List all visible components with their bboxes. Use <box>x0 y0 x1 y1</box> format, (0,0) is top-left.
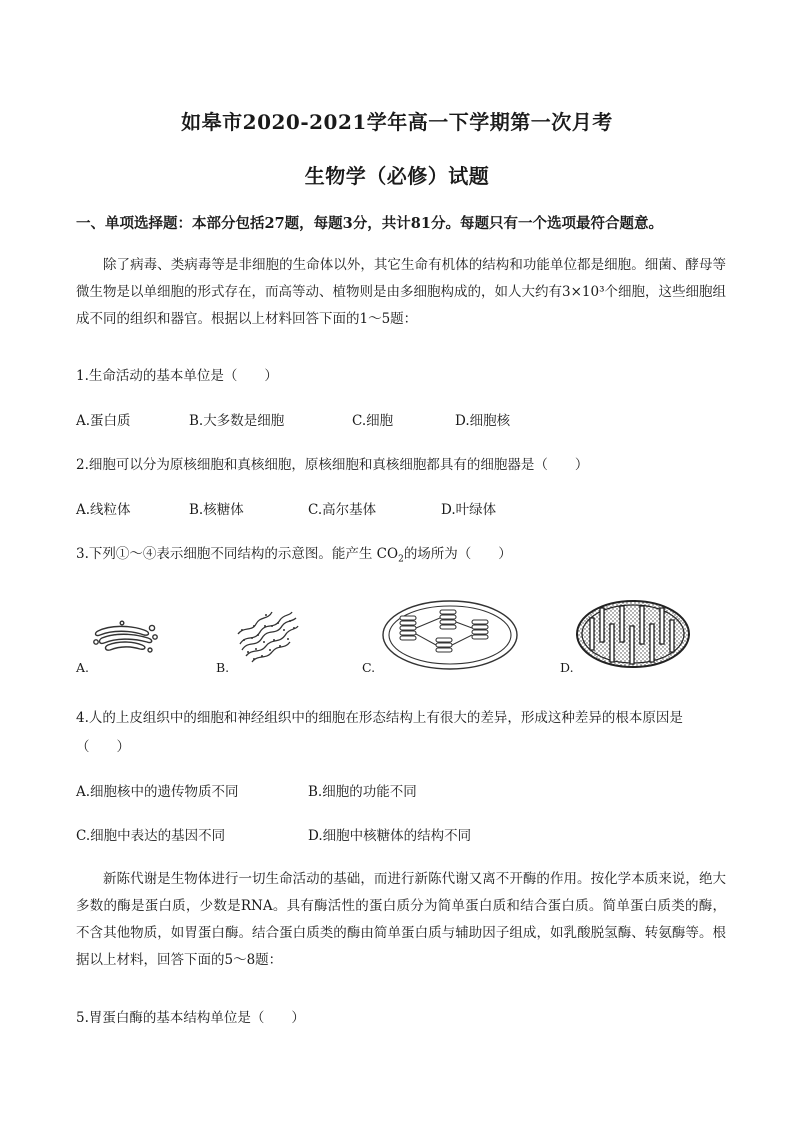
passage-2: 新陈代谢是生物体进行一切生命活动的基础，而进行新陈代谢又离不开酶的作用。按化学本质来说，绝大多数的酶是蛋白质，少数是RNA。具有酶活性的蛋白质分为简单蛋白质和结合蛋白质。简单蛋白质类的酶，不含其他物质，如胃蛋白酶。结合蛋白质类的酶由简单蛋白质与辅助因子组成，如乳酸脱氢酶、转氨酶等。根据以上材料，回答下面的5～8题： <box>76 871 726 968</box>
q2-option-c: C.高尔基体 <box>308 502 377 518</box>
figure-label-d: D. <box>560 660 574 675</box>
section-heading: 一、单项选择题：本部分包括27题，每题3分，共计81分。每题只有一个选项最符合题意。 <box>76 215 663 232</box>
q2-option-b: B.核糖体 <box>189 502 244 518</box>
q1-option-b: B.大多数是细胞 <box>189 413 285 429</box>
question-3-stem: 3.下列①～④表示细胞不同结构的示意图。能产生 $CO_2$的场所为（ ） <box>76 546 512 565</box>
endoplasmic-reticulum-icon <box>232 604 304 668</box>
question-2-stem: 2.细胞可以分为原核细胞和真核细胞，原核细胞和真核细胞都具有的细胞器是（ ） <box>76 457 589 473</box>
passage-1: 除了病毒、类病毒等是非细胞的生命体以外，其它生命有机体的结构和功能单位都是细胞。细菌、酵母等微生物是以单细胞的形式存在，而高等动、植物则是由多细胞构成的，如人大约有3×10³个细胞，这些细胞组成不同的组织和器官。根据以上材料回答下面的1～5题： <box>76 257 726 327</box>
exam-title: 如皋市2020-2021学年高一下学期第一次月考 <box>181 110 613 134</box>
mitochondrion-icon <box>574 598 692 670</box>
q1-option-c: C.细胞 <box>352 413 394 429</box>
q4-option-a: A.细胞核中的遗传物质不同 <box>76 784 239 800</box>
question-5-stem: 5.胃蛋白酶的基本结构单位是（ ） <box>76 1010 305 1026</box>
figure-label-a: A. <box>76 660 90 675</box>
q4-option-d: D.细胞中核糖体的结构不同 <box>308 828 472 844</box>
q1-option-d: D.细胞核 <box>455 413 511 429</box>
q2-option-a: A.线粒体 <box>76 502 131 518</box>
question-1-stem: 1.生命活动的基本单位是（ ） <box>76 368 278 384</box>
figure-label-b: B. <box>216 660 230 675</box>
q1-option-a: A.蛋白质 <box>76 413 131 429</box>
question-4-stem-line-2: （ ） <box>76 739 130 755</box>
chloroplast-icon <box>380 598 520 672</box>
figure-label-c: C. <box>362 660 376 675</box>
golgi-apparatus-icon <box>92 617 160 657</box>
exam-subtitle: 生物学（必修）试题 <box>304 164 490 188</box>
question-4-stem-line-1: 4.人的上皮组织中的细胞和神经组织中的细胞在形态结构上有很大的差异，形成这种差异的根本原因是 <box>76 710 683 726</box>
q4-option-c: C.细胞中表达的基因不同 <box>76 828 226 844</box>
q4-option-b: B.细胞的功能不同 <box>308 784 417 800</box>
q2-option-d: D.叶绿体 <box>441 502 497 518</box>
